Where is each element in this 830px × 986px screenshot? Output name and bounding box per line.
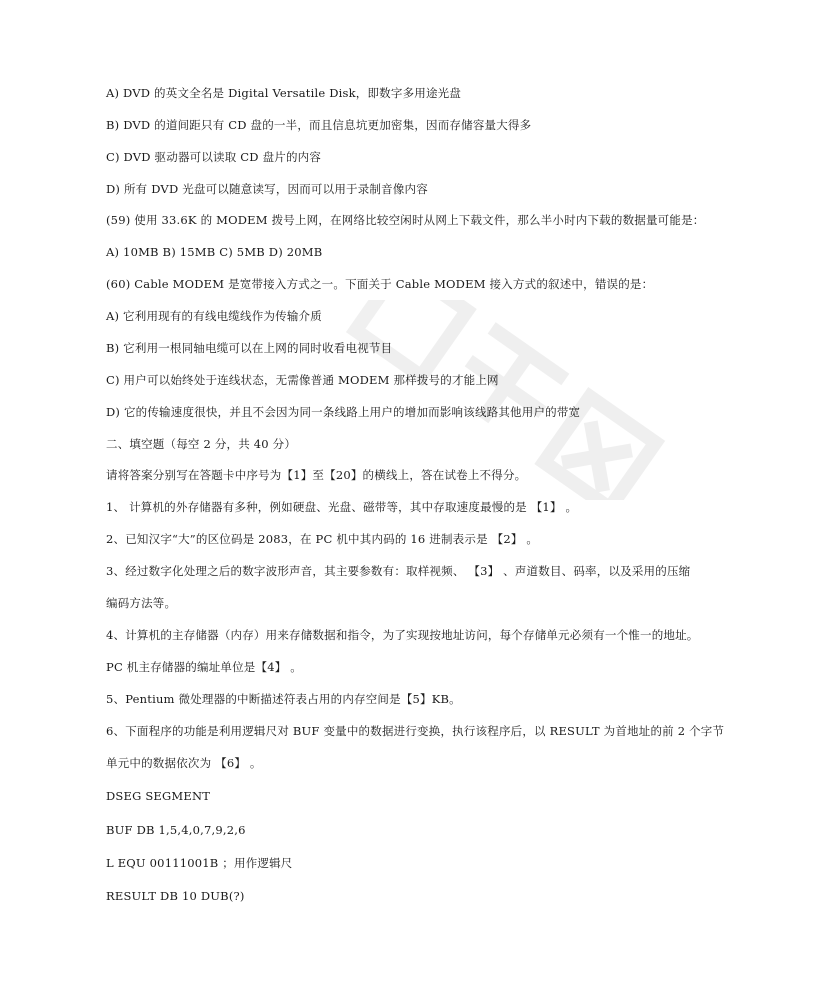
option-a-cable: A) 它利用现有的有线电缆线作为传输介质 <box>106 309 322 323</box>
option-c-dvd: C) DVD 驱动器可以读取 CD 盘片的内容 <box>106 150 322 164</box>
option-c-cable: C) 用户可以始终处于连线状态，无需像普通 MODEM 那样拨号的才能上网 <box>106 373 499 387</box>
fill-question-5: 5、Pentium 微处理器的中断描述符表占用的内存空间是【5】KB。 <box>106 692 461 706</box>
fill-question-4-cont: PC 机主存储器的编址单位是【4】 。 <box>106 660 302 674</box>
fill-question-3-cont: 编码方法等。 <box>106 596 177 610</box>
option-d-dvd: D) 所有 DVD 光盘可以随意读写，因而可以用于录制音像内容 <box>106 182 428 196</box>
question-59: (59) 使用 33.6K 的 MODEM 拨号上网，在网络比较空闲时从网上下载文件，那么半小时内下载的数据量可能是： <box>106 213 705 227</box>
section-instructions: 请将答案分别写在答题卡中序号为【1】至【20】的横线上，答在试卷上不得分。 <box>106 468 527 482</box>
fill-question-2: 2、已知汉字“大”的区位码是 2083，在 PC 机中其内码的 16 进制表示是 【2】 。 <box>106 532 539 546</box>
option-a-dvd: A) DVD 的英文全名是 Digital Versatile Disk，即数字多用途光盘 <box>106 86 462 100</box>
code-line-dseg: DSEG SEGMENT <box>106 789 211 803</box>
fill-question-6: 6、下面程序的功能是利用逻辑尺对 BUF 变量中的数据进行变换，执行该程序后，以 RESULT 为首地址的前 2 个字节 <box>106 724 725 738</box>
option-b-dvd: B) DVD 的道间距只有 CD 盘的一半，而且信息坑更加密集，因而存储容量大得多 <box>106 118 532 132</box>
option-d-cable: D) 它的传输速度很快，并且不会因为同一条线路上用户的增加而影响该线路其他用户的带宽 <box>106 405 581 419</box>
fill-question-1: 1、 计算机的外存储器有多种，例如硬盘、光盘、磁带等，其中存取速度最慢的是 【1】 。 <box>106 500 578 514</box>
section-heading: 二、填空题（每空 2 分，共 40 分） <box>106 437 297 451</box>
fill-question-6-cont: 单元中的数据依次为 【6】 。 <box>106 756 262 770</box>
code-line-result: RESULT DB 10 DUB(?) <box>106 889 245 903</box>
fill-question-3: 3、经过数字化处理之后的数字波形声音，其主要参数有：取样视频、 【3】 、声道数目、码率，以及采用的压缩 <box>106 564 691 578</box>
code-line-equ: L EQU 00111001B ；用作逻辑尺 <box>106 856 293 870</box>
question-59-options: A) 10MB B) 15MB C) 5MB D) 20MB <box>106 245 323 259</box>
fill-question-4: 4、计算机的主存储器（内存）用来存储数据和指令，为了实现按地址访问，每个存储单元必须有一个惟一的地址。 <box>106 628 699 642</box>
code-line-buf: BUF DB 1,5,4,0,7,9,2,6 <box>106 823 246 837</box>
question-60: (60) Cable MODEM 是宽带接入方式之一。下面关于 Cable MODEM 接入方式的叙述中，错误的是： <box>106 277 654 291</box>
option-b-cable: B) 它利用一根同轴电缆可以在上网的同时收看电视节目 <box>106 341 393 355</box>
